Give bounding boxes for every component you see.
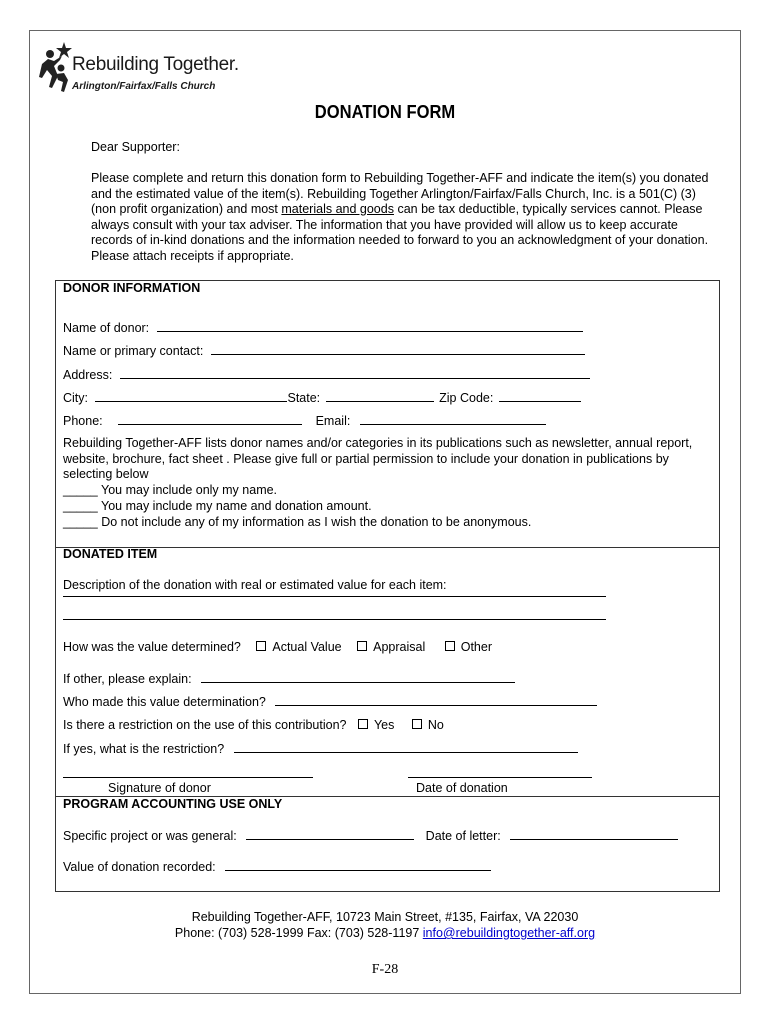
letter-date-label: Date of letter: xyxy=(425,829,501,843)
phone-email-row xyxy=(63,413,546,428)
permission-option-name[interactable]: _____ You may include only my name. xyxy=(63,483,278,497)
value-method-row xyxy=(63,640,492,654)
signature-label: Signature of donor xyxy=(108,781,211,795)
permission-option-name-amount[interactable]: _____ You may include my name and donation amount. xyxy=(63,499,372,513)
org-name: Rebuilding Together. xyxy=(72,54,239,75)
date-line[interactable] xyxy=(408,777,592,778)
page-number: F-28 xyxy=(371,962,399,977)
explain-label: If other, please explain: xyxy=(63,672,192,686)
restriction-question-row xyxy=(63,718,444,732)
contact-label: Name or primary contact: xyxy=(63,344,204,358)
other-checkbox[interactable] xyxy=(445,641,455,651)
email-link[interactable]: info@rebuildingtogether-aff.org xyxy=(422,926,596,940)
city-field[interactable] xyxy=(95,390,287,402)
explain-field[interactable] xyxy=(201,671,515,683)
date-of-donation-label: Date of donation xyxy=(416,781,508,795)
donor-info-heading: DONOR INFORMATION xyxy=(63,281,201,295)
city-label: City: xyxy=(63,391,88,405)
org-subtitle: Arlington/Fairfax/Falls Church xyxy=(72,81,216,92)
value-recorded-row xyxy=(63,859,491,874)
zip-label: Zip Code: xyxy=(439,391,494,405)
greeting: Dear Supporter: xyxy=(91,140,180,154)
intro-paragraph xyxy=(91,171,716,264)
who-label: Who made this value determination? xyxy=(63,695,266,709)
zip-field[interactable] xyxy=(499,390,581,402)
donor-name-field[interactable] xyxy=(157,320,583,332)
contact-row xyxy=(63,343,585,358)
value-recorded-label: Value of donation recorded: xyxy=(63,860,216,874)
city-state-zip-row xyxy=(63,390,581,405)
value-recorded-field[interactable] xyxy=(225,859,491,871)
signature-line[interactable] xyxy=(63,777,313,778)
intro-text-b: can be tax deductible, typically services cannot. Please always consult with your tax adviser. The information that you have provided will allow us to keep accurate records of in-kind donations and the information needed to forward to you an acknowledgment of your donation. Please attach receipts if appropriate. xyxy=(91,202,709,263)
address-field[interactable] xyxy=(120,367,590,379)
value-method-question: How was the value determined? xyxy=(63,640,241,654)
description-line-1[interactable] xyxy=(63,596,606,597)
restriction-yes-label: Yes xyxy=(373,718,395,732)
phone-label: Phone: xyxy=(63,414,103,428)
email-label: Email: xyxy=(315,414,351,428)
phone-field[interactable] xyxy=(118,413,302,425)
permission-text: Rebuilding Together-AFF lists donor names and/or categories in its publications such as newsletter, annual report, website, brochure, fact sheet . Please give full or partial permission to include your donation in publications by selecting below xyxy=(63,436,693,482)
restriction-detail-field[interactable] xyxy=(234,741,578,753)
logo-figures-icon xyxy=(38,40,74,96)
state-field[interactable] xyxy=(326,390,434,402)
footer-phone-fax-text: Phone: (703) 528-1999 Fax: (703) 528-1197 xyxy=(174,926,423,940)
who-row xyxy=(63,694,597,709)
project-label: Specific project or was general: xyxy=(63,829,237,843)
restriction-detail-row xyxy=(63,741,578,756)
contact-field[interactable] xyxy=(211,343,585,355)
project-letter-row xyxy=(63,828,678,843)
restriction-yes-checkbox[interactable] xyxy=(358,719,368,729)
actual-value-checkbox[interactable] xyxy=(256,641,266,651)
donated-item-heading: DONATED ITEM xyxy=(63,547,158,561)
email-field[interactable] xyxy=(360,413,546,425)
who-field[interactable] xyxy=(275,694,597,706)
appraisal-label: Appraisal xyxy=(373,640,426,654)
address-row xyxy=(63,367,590,382)
description-label: Description of the donation with real or estimated value for each item: xyxy=(63,578,447,592)
restriction-no-checkbox[interactable] xyxy=(412,719,422,729)
address-label: Address: xyxy=(63,368,113,382)
page-title: DONATION FORM xyxy=(314,102,456,122)
footer-address: Rebuilding Together-AFF, 10723 Main Street, #135, Fairfax, VA 22030 xyxy=(191,910,579,924)
explain-row xyxy=(63,671,515,686)
permission-option-anonymous[interactable]: _____ Do not include any of my information as I wish the donation to be anonymous. xyxy=(63,515,532,529)
state-label: State: xyxy=(287,391,321,405)
accounting-heading: PROGRAM ACCOUNTING USE ONLY xyxy=(63,797,283,811)
footer-contact xyxy=(0,925,770,941)
restriction-no-label: No xyxy=(427,718,444,732)
description-line-2[interactable] xyxy=(63,619,606,620)
actual-value-label: Actual Value xyxy=(272,640,342,654)
appraisal-checkbox[interactable] xyxy=(357,641,367,651)
intro-text-a: Please complete and return this donation form to Rebuilding Together-AFF and indicate the item(s) you donated and the estimated value of the item(s). Rebuilding Together Arlington/Fairfax/Falls Church, Inc. is a 501(C) (3) (non profit organization) and most xyxy=(91,171,709,216)
project-field[interactable] xyxy=(246,828,414,840)
org-logo xyxy=(38,40,238,98)
donor-name-label: Name of donor: xyxy=(63,321,150,335)
other-label: Other xyxy=(460,640,492,654)
materials-goods-link: materials and goods xyxy=(281,202,394,216)
restriction-question: Is there a restriction on the use of this contribution? xyxy=(63,718,347,732)
donor-name-row xyxy=(63,320,583,335)
letter-date-field[interactable] xyxy=(510,828,678,840)
restriction-detail-label: If yes, what is the restriction? xyxy=(63,742,225,756)
